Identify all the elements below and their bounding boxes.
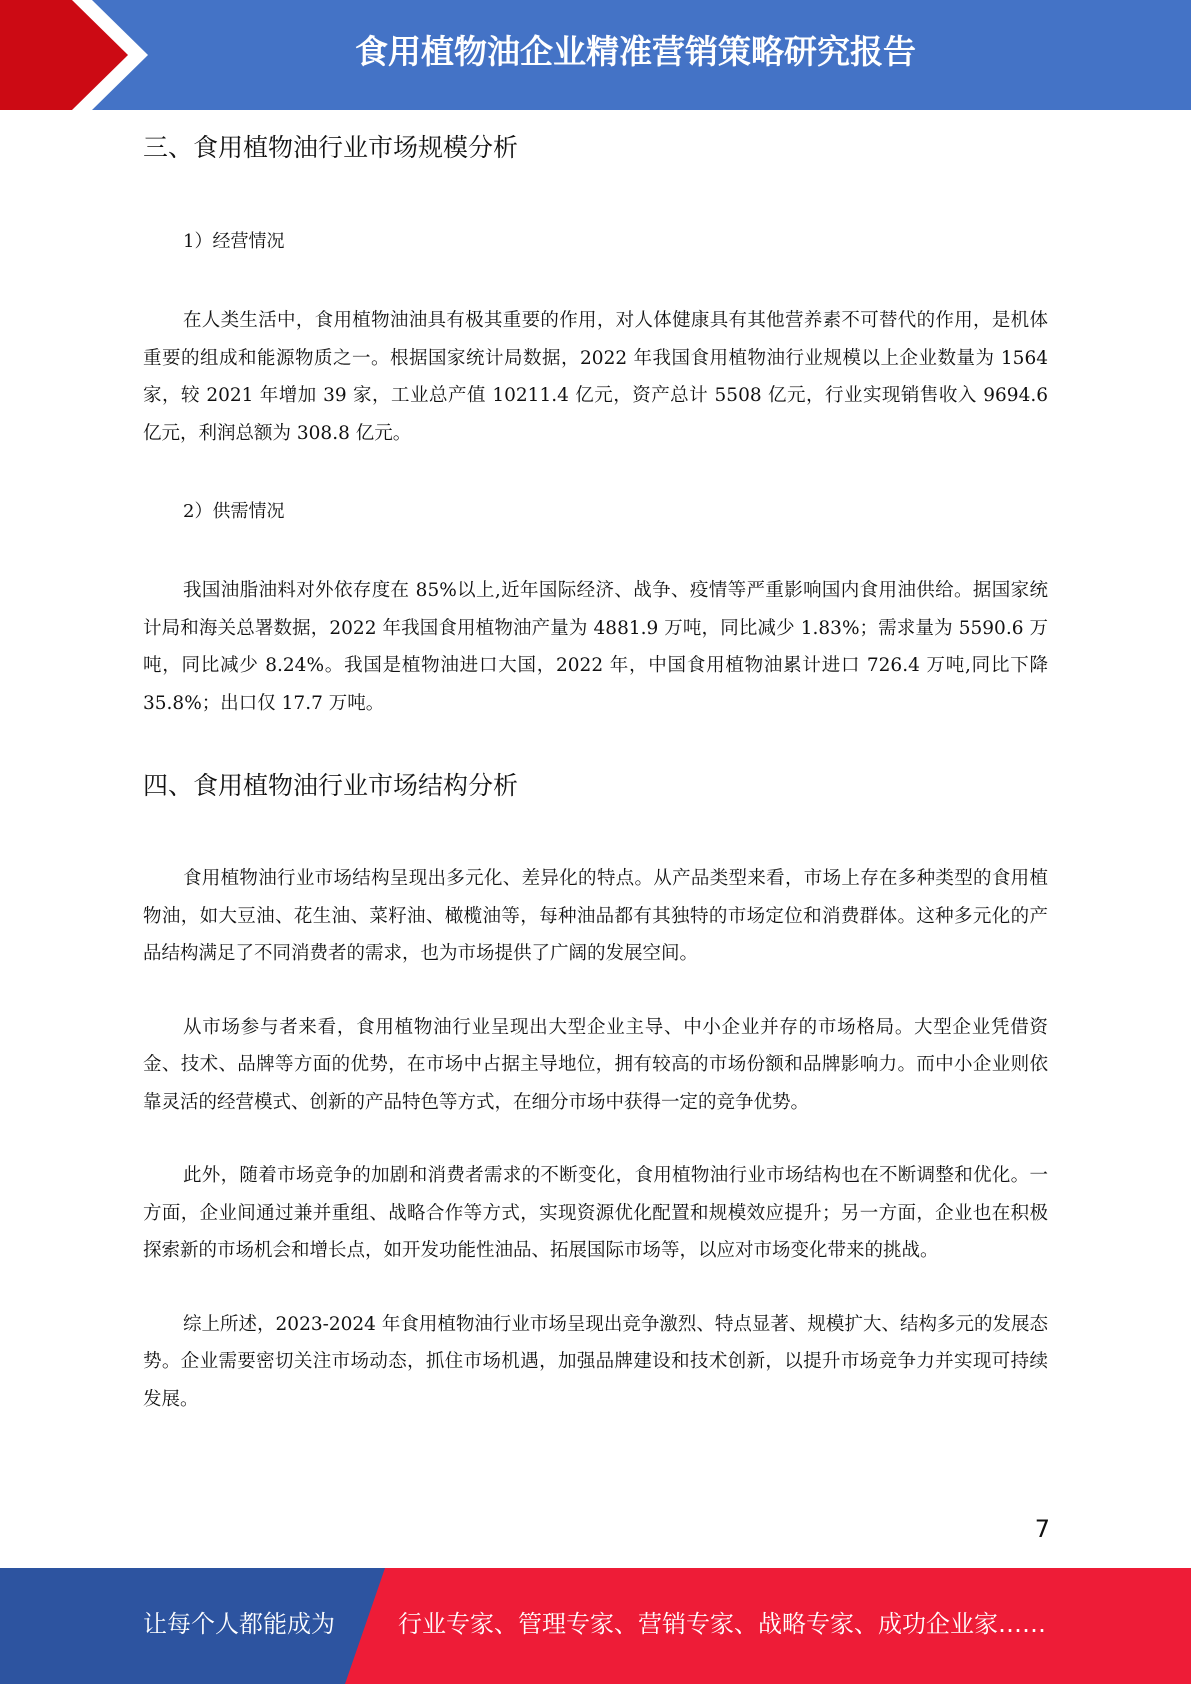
paragraph-supply-demand: 我国油脂油料对外依存度在 85%以上,近年国际经济、战争、疫情等严重影响国内食用油供给。据国家统计局和海关总署数据，2022 年我国食用植物油产量为 4881.9 万吨，同比减少 1.83%；需求量为 5590.6 万吨，同比减少 8.24%。我国是植物油进口大国，2022 年，中国食用植物油累计进口 726.4 万吨,同比下降 35.8%；出口仅 17.7 万吨。 [143, 580, 1048, 714]
header-title: 食用植物油企业精准营销策略研究报告 [355, 32, 916, 71]
page-footer [0, 1568, 1191, 1684]
page-header [0, 0, 1191, 110]
header-arrow-decoration [0, 0, 170, 110]
subheading-operations: 1）经营情况 [183, 231, 285, 252]
subheading-supply-demand: 2）供需情况 [183, 501, 285, 522]
paragraph-structure-2: 从市场参与者来看，食用植物油行业呈现出大型企业主导、中小企业并存的市场格局。大型企业凭借资金、技术、品牌等方面的优势，在市场中占据主导地位，拥有较高的市场份额和品牌影响力。而中小企业则依靠灵活的经营模式、创新的产品特色等方式，在细分市场中获得一定的竞争优势。 [143, 1016, 1048, 1113]
section-heading-market-size: 三、食用植物油行业市场规模分析 [143, 133, 519, 162]
paragraph-structure-4: 综上所述，2023-2024 年食用植物油行业市场呈现出竞争激烈、特点显著、规模扩大、结构多元的发展态势。企业需要密切关注市场动态，抓住市场机遇，加强品牌建设和技术创新，以提升市场竞争力并实现可持续发展。 [143, 1313, 1048, 1410]
footer-slogan-right: 行业专家、管理专家、营销专家、战略专家、成功企业家…… [398, 1610, 1046, 1638]
paragraph-operations: 在人类生活中，食用植物油油具有极其重要的作用，对人体健康具有其他营养素不可替代的作用，是机体重要的组成和能源物质之一。根据国家统计局数据，2022 年我国食用植物油行业规模以上企业数量为 1564 家，较 2021 年增加 39 家，工业总产值 10211.4 亿元，资产总计 5508 亿元，行业实现销售收入 9694.6 亿元，利润总额为 308.8 亿元。 [143, 310, 1048, 444]
footer-slogan-left: 让每个人都能成为 [143, 1610, 335, 1638]
page-content [143, 120, 1048, 1418]
page-number: 7 [1034, 1515, 1050, 1543]
paragraph-structure-1: 食用植物油行业市场结构呈现出多元化、差异化的特点。从产品类型来看，市场上存在多种类型的食用植物油，如大豆油、花生油、菜籽油、橄榄油等，每种油品都有其独特的市场定位和消费群体。这种多元化的产品结构满足了不同消费者的需求，也为市场提供了广阔的发展空间。 [143, 868, 1048, 964]
section-heading-market-structure: 四、食用植物油行业市场结构分析 [143, 771, 519, 800]
paragraph-structure-3: 此外，随着市场竞争的加剧和消费者需求的不断变化，食用植物油行业市场结构也在不断调整和优化。一方面，企业间通过兼并重组、战略合作等方式，实现资源优化配置和规模效应提升；另一方面，企业也在积极探索新的市场机会和增长点，如开发功能性油品、拓展国际市场等，以应对市场变化带来的挑战。 [143, 1165, 1048, 1261]
